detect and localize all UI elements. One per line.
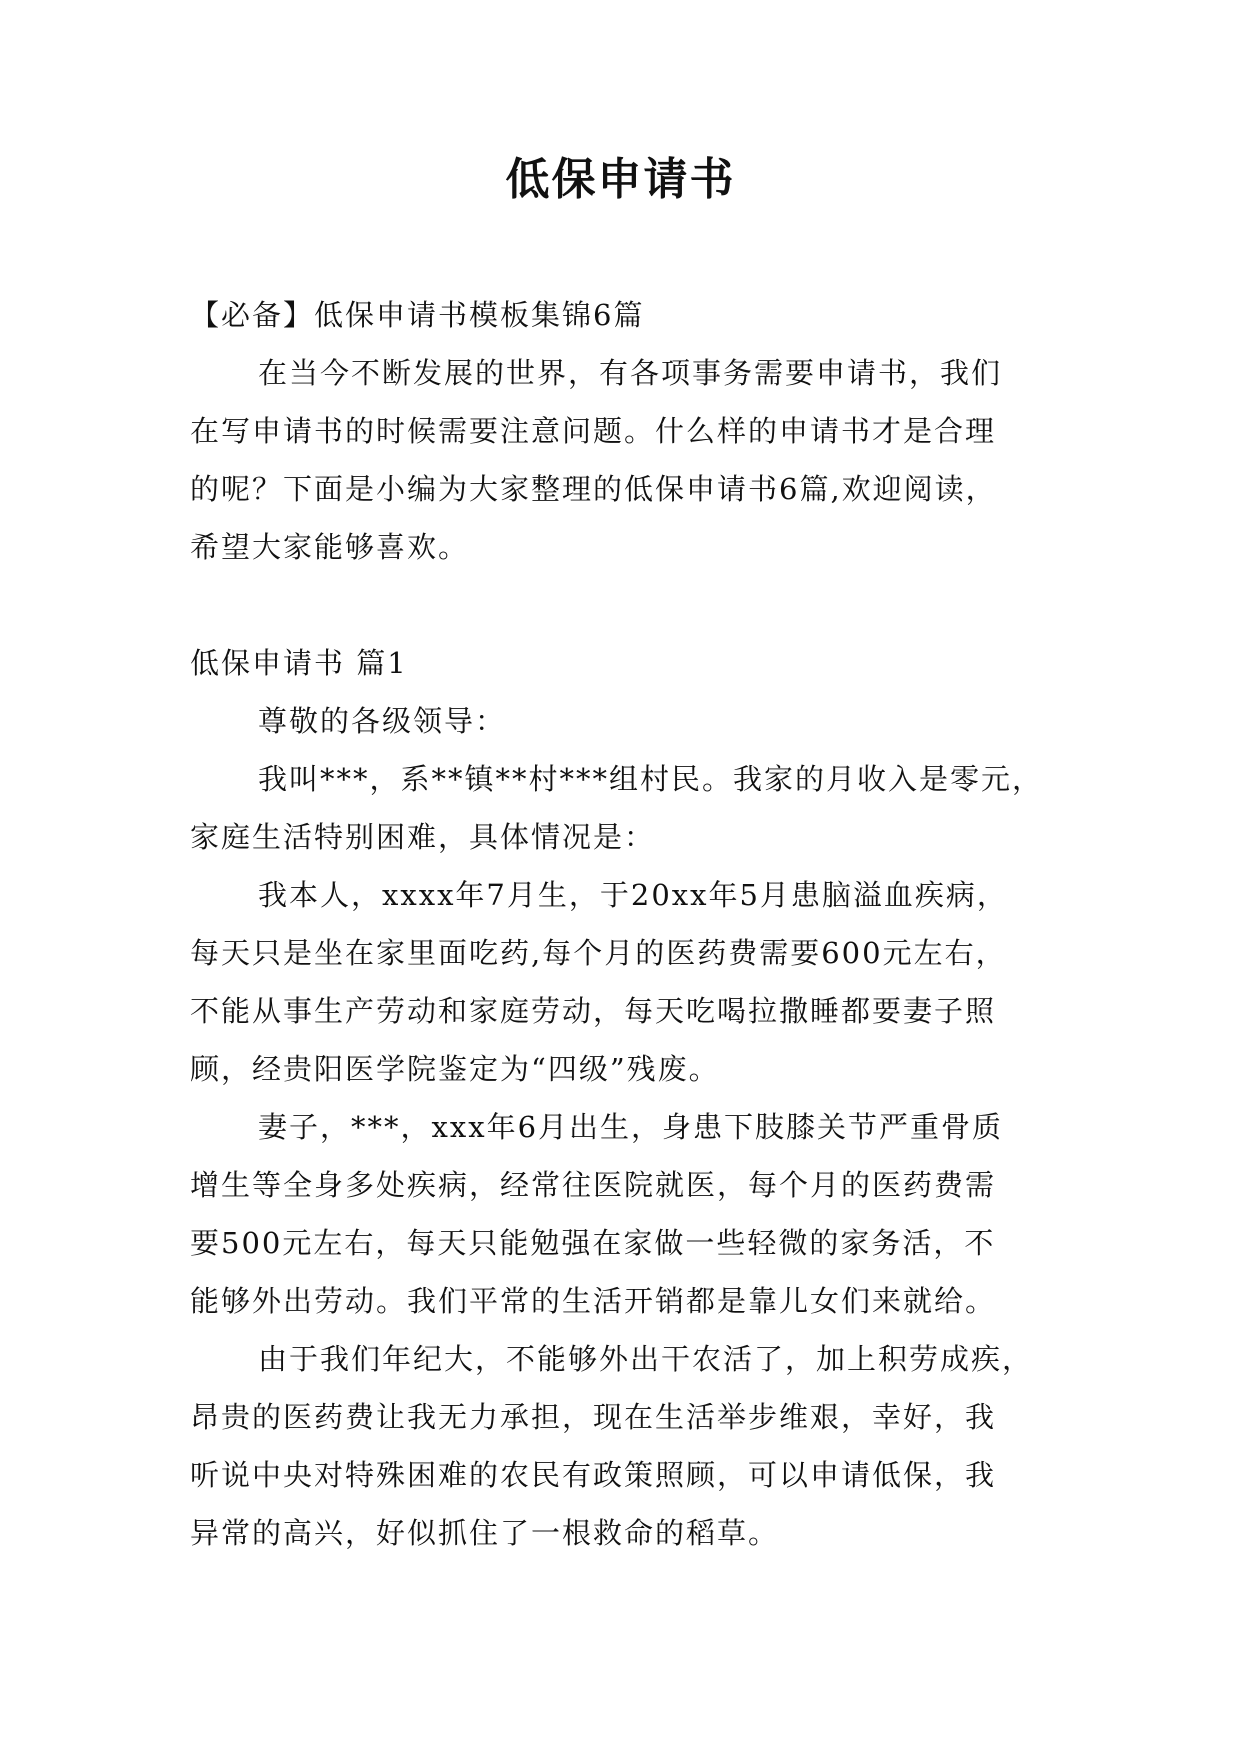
- text-line: 的呢？下面是小编为大家整理的低保申请书6篇,欢迎阅读，: [190, 472, 997, 506]
- text-line: 由于我们年纪大，不能够外出干农活了，加上积劳成疾，: [258, 1342, 1034, 1376]
- text-line: 妻子，***，xxx年6月出生，身患下肢膝关节严重骨质: [258, 1110, 1004, 1144]
- text-line: 家庭生活特别困难，具体情况是：: [190, 820, 656, 854]
- text-line: 在当今不断发展的世界，有各项事务需要申请书，我们: [258, 356, 1003, 390]
- text-line: 异常的高兴，好似抓住了一根救命的稻草。: [190, 1516, 780, 1550]
- paragraph-gap: [190, 576, 1070, 634]
- text-line: 顾，经贵阳医学院鉴定为“四级”残废。: [190, 1052, 720, 1086]
- text-line: 不能从事生产劳动和家庭劳动，每天吃喝拉撒睡都要妻子照: [190, 994, 997, 1028]
- document-body: [190, 286, 1070, 1562]
- text-line: 【必备】低保申请书模板集锦6篇: [190, 298, 645, 332]
- text-line: 昂贵的医药费让我无力承担，现在生活举步维艰，幸好，我: [190, 1400, 997, 1434]
- text-line: 我本人，xxxx年7月生，于20xx年5月患脑溢血疾病，: [258, 878, 1008, 912]
- text-line: 要500元左右，每天只能勉强在家做一些轻微的家务活，不: [190, 1226, 996, 1260]
- text-line: 每天只是坐在家里面吃药,每个月的医药费需要600元左右，: [190, 936, 1007, 970]
- text-line: 希望大家能够喜欢。: [190, 530, 470, 564]
- document-title: 低保申请书: [505, 154, 736, 205]
- text-line: 尊敬的各级领导：: [258, 704, 507, 738]
- text-line: 能够外出劳动。我们平常的生活开销都是靠儿女们来就给。: [190, 1284, 997, 1318]
- text-line: 我叫***，系**镇**村***组村民。我家的月收入是零元，: [258, 762, 1044, 796]
- text-line: 在写申请书的时候需要注意问题。什么样的申请书才是合理: [190, 414, 997, 448]
- text-line: 增生等全身多处疾病，经常往医院就医，每个月的医药费需: [190, 1168, 997, 1202]
- text-line: 低保申请书 篇1: [190, 646, 408, 680]
- text-line: 听说中央对特殊困难的农民有政策照顾，可以申请低保，我: [190, 1458, 997, 1492]
